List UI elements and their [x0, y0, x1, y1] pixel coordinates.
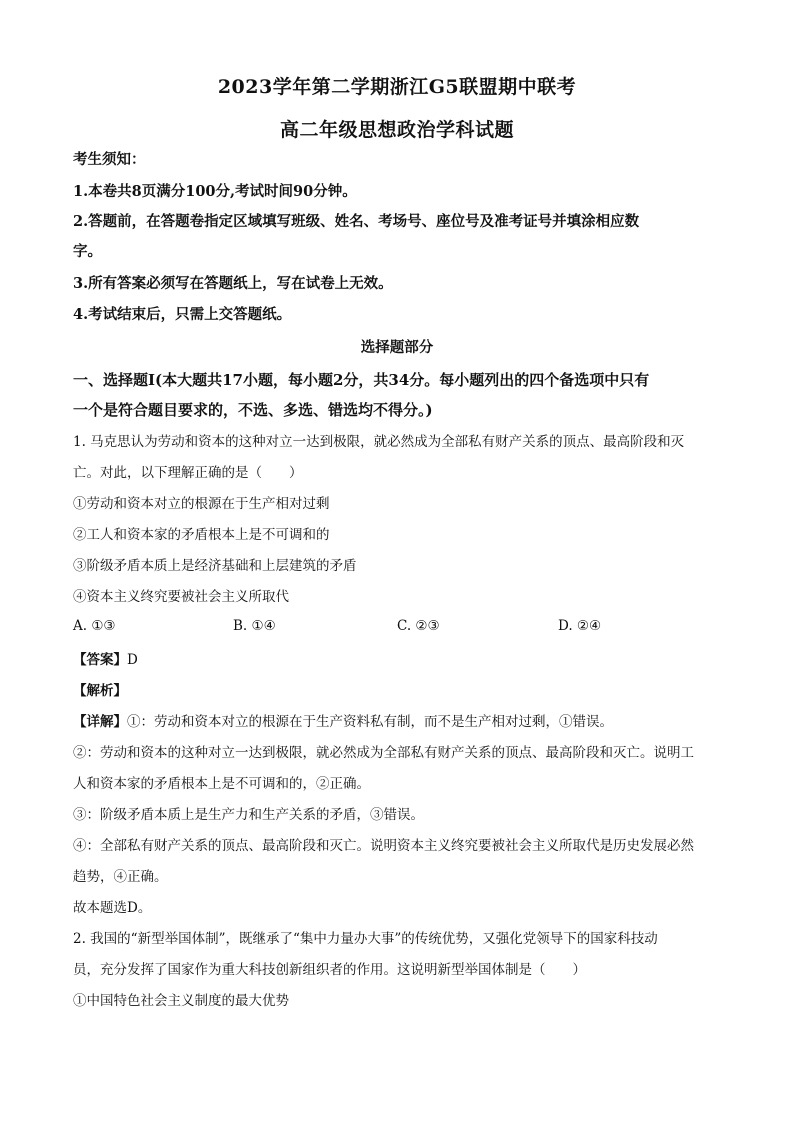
detail-text: ①：劳动和资本对立的根源在于生产资料私有制，而不是生产相对过剩，①错误。: [127, 714, 613, 730]
detail-label: 【详解】: [73, 714, 127, 730]
choice-d: D. ②④: [558, 618, 602, 634]
detail-text: ③：阶级矛盾本质上是生产力和生产关系的矛盾，③错误。: [73, 807, 424, 823]
section-intro: 一、选择题Ⅰ(本大题共17小题，每小题2分，共34分。每小题列出的四个备选项中只有: [73, 371, 650, 389]
detail-text: ④：全部私有财产关系的顶点、最高阶段和灭亡。说明资本主义终究要被社会主义所取代是历史发展必然: [73, 838, 694, 854]
notice-item: 字。: [73, 243, 102, 260]
notice-item: 2.答题前，在答题卷指定区域填写班级、姓名、考场号、座位号及准考证号并填涂相应数: [73, 213, 640, 230]
question-1-stem: 1. 马克思认为劳动和资本的这种对立一达到极限，就必然成为全部私有财产关系的顶点、最高阶段和灭: [73, 434, 685, 450]
answer-line: [73, 650, 723, 670]
section-intro: 一个是符合题目要求的，不选、多选、错选均不得分。): [73, 401, 433, 419]
question-1-option: ①劳动和资本对立的根源在于生产相对过剩: [73, 496, 330, 512]
question-1-option: ②工人和资本家的矛盾根本上是不可调和的: [73, 527, 330, 543]
notice-item: 3.所有答案必须写在答题纸上，写在试卷上无效。: [73, 275, 393, 292]
detail-text: 人和资本家的矛盾根本上是不可调和的，②正确。: [73, 776, 370, 792]
question-2-stem: 2. 我国的“新型举国体制”，既继承了“集中力量办大事”的传统优势，又强化党领导下的国家科技动: [73, 931, 658, 947]
answer-value: D: [127, 652, 138, 668]
choice-b: B. ①④: [233, 618, 276, 634]
detail-line: [73, 712, 723, 732]
notice-item: 1.本卷共8页满分100分,考试时间90分钟。: [73, 183, 357, 200]
detail-conclusion: 故本题选D。: [73, 900, 152, 916]
question-2-option: ①中国特色社会主义制度的最大优势: [73, 993, 289, 1009]
choice-a: A. ①③: [73, 618, 116, 634]
notice-item: 4.考试结束后，只需上交答题纸。: [73, 306, 292, 323]
analysis-label: 【解析】: [73, 683, 127, 699]
exam-subtitle: 高二年级思想政治学科试题: [279, 119, 514, 141]
part-title: 选择题部分: [360, 339, 434, 356]
detail-text: ②：劳动和资本的这种对立一达到极限，就必然成为全部私有财产关系的顶点、最高阶段和灭亡。说明工: [73, 745, 694, 761]
answer-label: 【答案】: [73, 652, 127, 668]
notice-heading: 考生须知：: [73, 151, 146, 168]
question-1-option: ④资本主义终究要被社会主义所取代: [73, 589, 289, 605]
choice-c: C. ②③: [397, 618, 440, 634]
question-2-stem: 员，充分发挥了国家作为重大科技创新组织者的作用。这说明新型举国体制是（ ）: [73, 962, 586, 978]
exam-title: 2023学年第二学期浙江G5联盟期中联考: [217, 76, 577, 98]
question-1-stem: 亡。对此，以下理解正确的是（ ）: [73, 465, 303, 481]
detail-text: 趋势，④正确。: [73, 869, 168, 885]
question-1-option: ③阶级矛盾本质上是经济基础和上层建筑的矛盾: [73, 558, 357, 574]
